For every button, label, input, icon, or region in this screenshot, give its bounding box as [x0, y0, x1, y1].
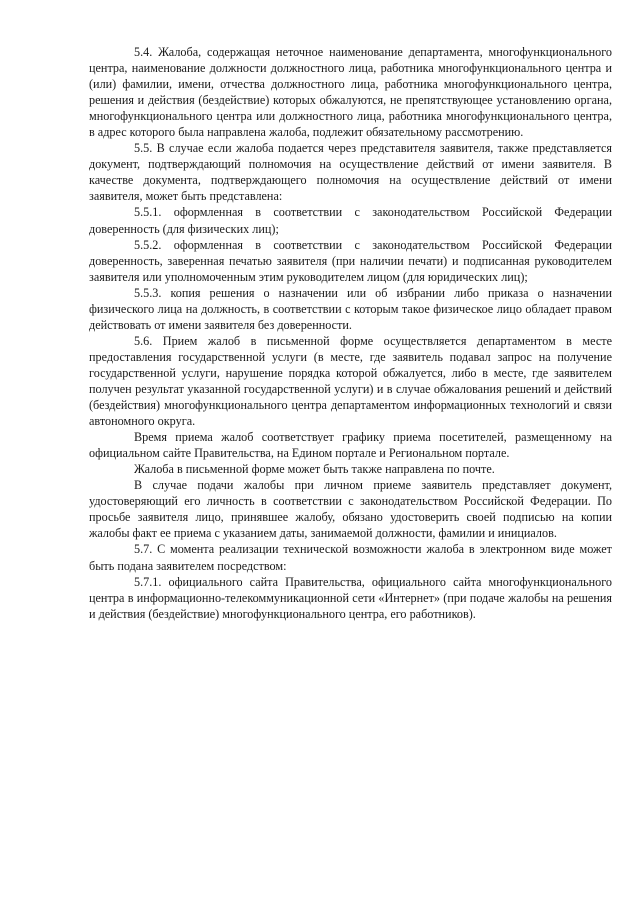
paragraph-5-7: 5.7. С момента реализации технической возможности жалоба в электронном виде может быть подана заявителем посредством:	[89, 542, 612, 573]
paragraph-5-4: 5.4. Жалоба, содержащая неточное наименование департамента, многофункционального центра, наименование должности должностного лица, работника многофункционального центра и (или) фамилии, имени, отчества должностного лица, работника многофункционального центра, решения и действия (бездействие) которых обжалуются, не препятствующее установлению органа, многофункционального центра или должностного лица, работника многофункционального центра, в адрес которого была направлена жалоба, подлежит обязательному рассмотрению.	[89, 45, 612, 140]
paragraph-reception-time: Время приема жалоб соответствует графику приема посетителей, размещенному на официальном сайте Правительства, на Едином портале и Региональном портале.	[89, 430, 612, 461]
paragraph-5-5: 5.5. В случае если жалоба подается через представителя заявителя, также представляется документ, подтверждающий полномочия на осуществление действий от имени заявителя. В качестве документа, подтверждающего полномочия на осуществление действий от имени заявителя, может быть представлена:	[89, 141, 612, 204]
paragraph-personal-reception: В случае подачи жалобы при личном приеме заявитель представляет документ, удостоверяющий его личность в соответствии с законодательством Российской Федерации. По просьбе заявителя лицо, принявшее жалобу, обязано удостоверить своей подписью на копии жалобы факт ее приема с указанием даты, занимаемой должности, фамилии и инициалов.	[89, 478, 612, 541]
paragraph-5-7-1: 5.7.1. официального сайта Правительства, официального сайта многофункционального центра в информационно-телекоммуникационной сети «Интернет» (при подаче жалобы на решения и действия (бездействие) многофункционального центра, его работников).	[89, 574, 612, 621]
paragraph-5-5-3: 5.5.3. копия решения о назначении или об избрании либо приказа о назначении физического лица на должность, в соответствии с которым такое физическое лицо обладает правом действовать от имени заявителя без доверенности.	[89, 285, 612, 332]
paragraph-5-5-2: 5.5.2. оформленная в соответствии с законодательством Российской Федерации доверенность, заверенная печатью заявителя (при наличии печати) и подписанная руководителем заявителя или уполномоченным этим руководителем лицом (для юридических лиц);	[89, 237, 612, 284]
paragraph-postal-complaint: Жалоба в письменной форме может быть также направлена по почте.	[134, 462, 495, 477]
paragraph-5-5-1: 5.5.1. оформленная в соответствии с законодательством Российской Федерации доверенность (для физических лиц);	[89, 205, 612, 236]
paragraph-5-6: 5.6. Прием жалоб в письменной форме осуществляется департаментом в месте предоставления государственной услуги (в месте, где заявитель подавал запрос на получение государственной услуги, нарушение порядка которой обжалуется, либо в месте, где заявителем получен результат указанной государственной услуги) и в случае обжалования решений и действий (бездействия) многофункционального центра департаментом информационных технологий и связи автономного округа.	[89, 333, 612, 429]
